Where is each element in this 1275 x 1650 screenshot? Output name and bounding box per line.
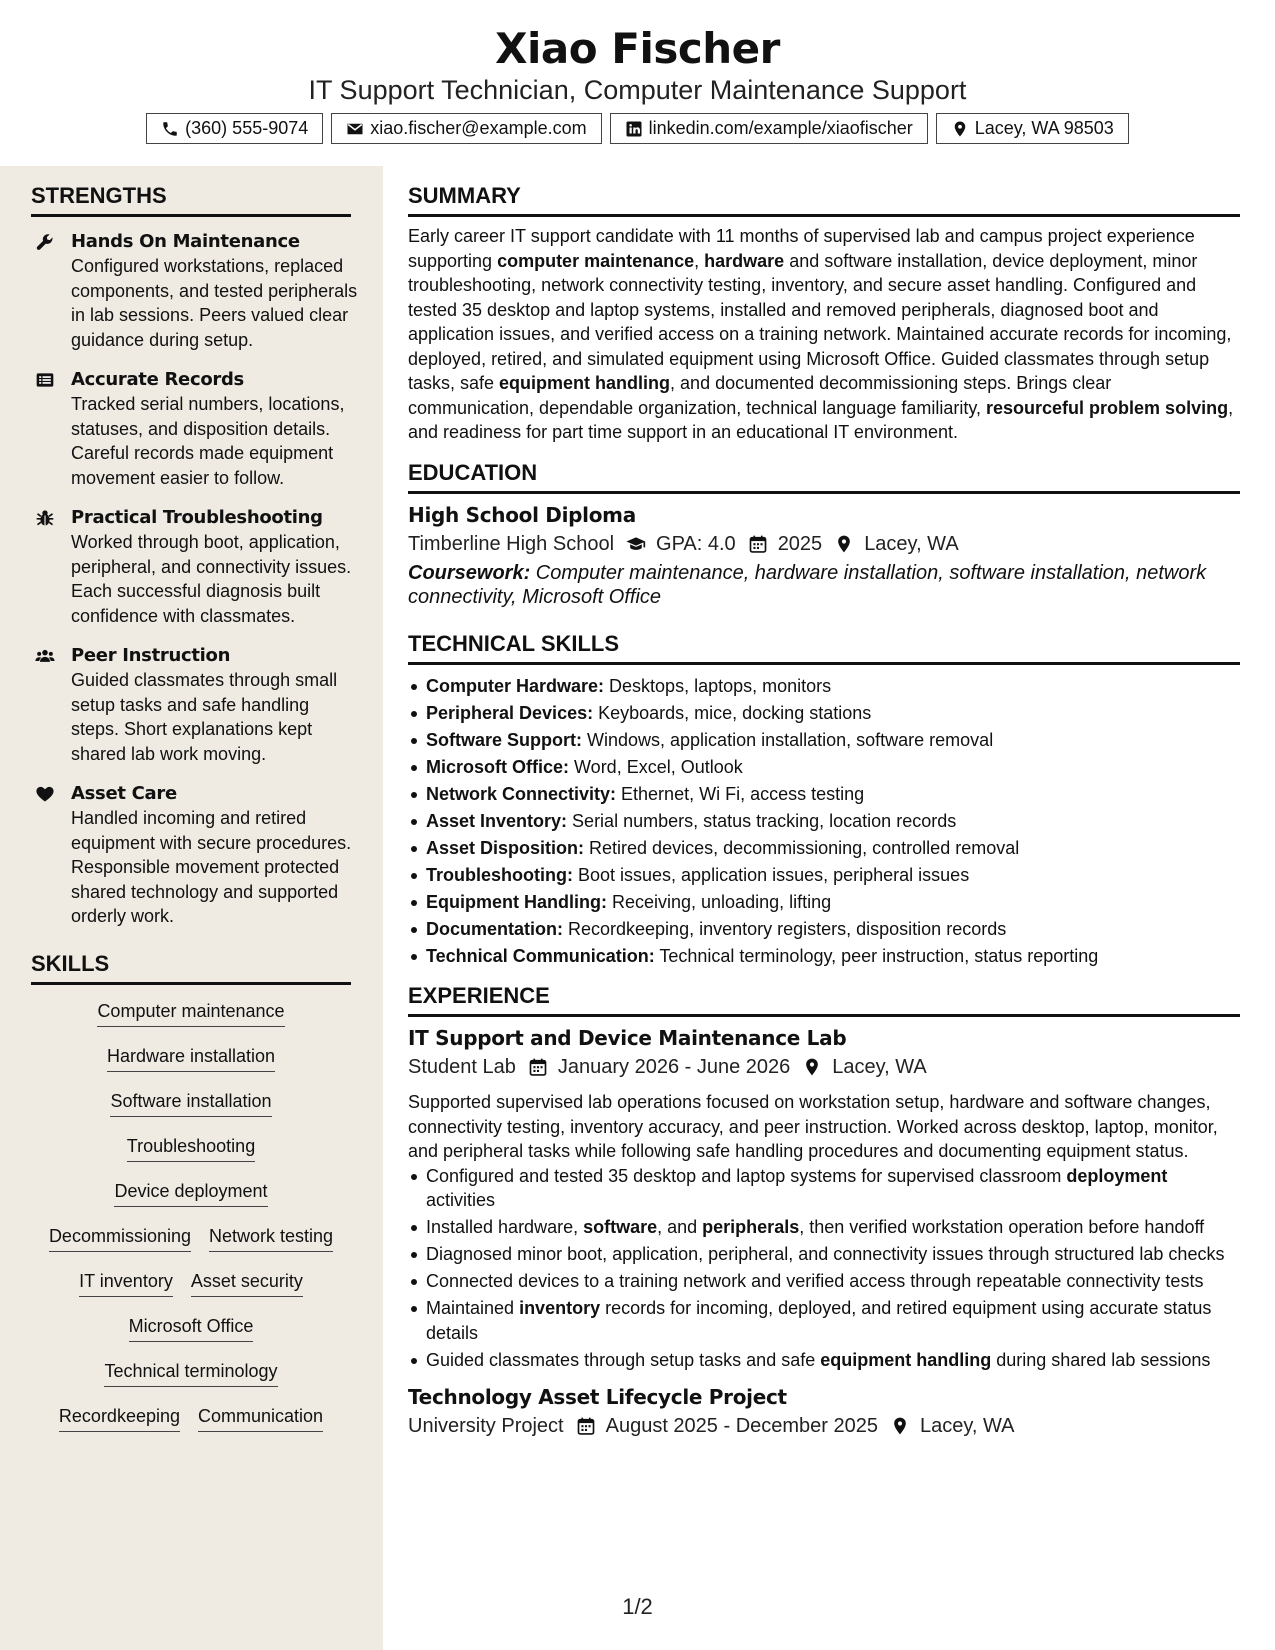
graduation-year: 2025 <box>777 532 823 555</box>
skill-label: Software Support: <box>426 729 582 750</box>
skill-tag: Computer maintenance <box>97 999 284 1027</box>
skill-tag: Recordkeeping <box>59 1404 180 1432</box>
skill-value: Receiving, unloading, lifting <box>606 891 832 912</box>
skill-label: Asset Disposition: <box>426 837 585 858</box>
list-item <box>408 755 1240 780</box>
text-run: activities <box>426 1190 496 1210</box>
job-org: Student Lab <box>408 1056 516 1078</box>
skill-row <box>31 1134 351 1179</box>
text-run: records for incoming, deployed, and retired equipment using accurate status details <box>426 1298 1212 1343</box>
bold-text: equipment handling <box>820 1349 992 1370</box>
envelope-icon <box>346 120 364 138</box>
strength-title: Asset Care <box>71 783 177 804</box>
skill-row <box>31 1404 351 1449</box>
job-location: Lacey, WA <box>832 1056 927 1078</box>
linkedin-icon <box>625 120 643 138</box>
strengths-title: STRENGTHS <box>31 182 351 217</box>
bold-text: inventory <box>519 1298 601 1318</box>
strength-item <box>31 229 361 352</box>
calendar-icon <box>576 1416 596 1436</box>
list-item <box>408 944 1240 969</box>
contact-linkedin-text: linkedin.com/example/xiaofischer <box>648 118 913 138</box>
skills-list <box>31 999 351 1449</box>
skill-value: Desktops, laptops, monitors <box>604 675 832 696</box>
map-pin-icon <box>890 1416 910 1436</box>
strength-title: Accurate Records <box>71 369 244 390</box>
skill-row <box>31 999 351 1044</box>
heart-icon <box>35 784 55 804</box>
job-dates: August 2025 - December 2025 <box>605 1415 879 1437</box>
strength-item <box>31 781 361 929</box>
map-pin-icon <box>834 534 854 554</box>
bug-icon <box>35 508 55 528</box>
skill-row <box>31 1179 351 1224</box>
skill-tag: Asset security <box>191 1269 303 1297</box>
list-item <box>408 1296 1240 1345</box>
list-item <box>408 674 1240 699</box>
page-number: 1/2 <box>622 1594 653 1619</box>
strength-title: Hands On Maintenance <box>71 231 300 252</box>
text-run: Diagnosed minor boot, application, peripheral, and connectivity issues through structured lab checks <box>426 1244 1225 1264</box>
skill-tag: IT inventory <box>79 1269 173 1297</box>
list-item <box>408 1242 1240 1267</box>
list-item <box>408 782 1240 807</box>
skill-label: Troubleshooting: <box>426 864 573 885</box>
coursework-text: Computer maintenance, hardware installation, software installation, network connectivity, Microsoft Office <box>408 561 1207 608</box>
list-item <box>408 836 1240 861</box>
bold-text: deployment <box>1066 1165 1168 1186</box>
summary-title: SUMMARY <box>408 182 1240 217</box>
list-item <box>408 890 1240 915</box>
skill-label: Documentation: <box>426 918 563 939</box>
skill-value: Serial numbers, status tracking, location records <box>567 810 957 831</box>
strength-desc: Configured workstations, replaced components, and tested peripherals in lab sessions. Peers valued clear guidance during setup. <box>71 256 358 350</box>
skill-row <box>31 1044 351 1089</box>
strength-item <box>31 643 361 766</box>
bold-text: hardware <box>704 250 785 271</box>
text-run: Maintained <box>426 1298 520 1318</box>
text-run: , <box>694 250 705 271</box>
coursework <box>408 561 1240 610</box>
strength-item <box>31 367 361 490</box>
skill-value: Recordkeeping, inventory registers, disposition records <box>563 918 1007 939</box>
map-pin-icon <box>802 1057 822 1077</box>
candidate-role: IT Support Technician, Computer Maintenance Support <box>308 75 967 105</box>
list-item <box>408 728 1240 753</box>
contact-location <box>936 113 1129 144</box>
degree-title: High School Diploma <box>408 502 636 527</box>
skill-label: Computer Hardware: <box>426 675 605 696</box>
skill-tag: Decommissioning <box>49 1224 191 1252</box>
text-run: , and <box>657 1217 703 1237</box>
skill-row <box>31 1314 351 1359</box>
text-run: , then verified workstation operation before handoff <box>799 1217 1205 1237</box>
strength-desc: Handled incoming and retired equipment with secure procedures. Responsible movement protected shared technology and supported orderly work. <box>71 808 352 926</box>
text-run: and software installation, device deployment, minor troubleshooting, network connectivity testing, inventory, and secure asset handling. Configured and tested 35 desktop and laptop systems, installed and removed peripherals, diagnosed boot and application issues, and verified access on a training network. Maintained accurate records for incoming, deployed, retired, and simulated equipment using Microsoft Office. Guided classmates through setup tasks, safe <box>408 250 1232 393</box>
skill-value: Word, Excel, Outlook <box>569 756 743 777</box>
contact-email[interactable] <box>331 113 601 144</box>
skill-tag: Troubleshooting <box>127 1134 255 1162</box>
job-dates: January 2026 - June 2026 <box>557 1056 791 1078</box>
skill-tag: Software installation <box>110 1089 271 1117</box>
education-meta <box>408 529 1240 559</box>
text-run: Guided classmates through setup tasks and safe <box>426 1349 821 1370</box>
sidebar <box>0 166 383 1650</box>
resume-header <box>0 0 1275 166</box>
skill-tag: Communication <box>198 1404 323 1432</box>
skill-value: Windows, application installation, software removal <box>582 729 994 750</box>
phone-icon <box>161 120 179 138</box>
job-org: University Project <box>408 1415 564 1437</box>
job-bullets <box>408 1164 1240 1373</box>
skill-tag: Device deployment <box>114 1179 267 1207</box>
skill-label: Technical Communication: <box>426 945 655 966</box>
text-run: Installed hardware, <box>426 1217 584 1237</box>
list-icon <box>35 370 55 390</box>
list-item <box>408 1269 1240 1294</box>
strength-item <box>31 505 361 628</box>
skill-row <box>31 1224 351 1269</box>
map-pin-icon <box>951 120 969 138</box>
job-location: Lacey, WA <box>920 1415 1015 1437</box>
skill-label: Peripheral Devices: <box>426 702 594 723</box>
skill-tag: Hardware installation <box>107 1044 275 1072</box>
list-item <box>408 701 1240 726</box>
text-run: during shared lab sessions <box>991 1349 1211 1370</box>
skills-title: SKILLS <box>31 950 351 985</box>
skill-row <box>31 1089 351 1134</box>
education-title: EDUCATION <box>408 459 1240 494</box>
list-item <box>408 1348 1240 1373</box>
school-name: Timberline High School <box>408 532 615 555</box>
strength-desc: Tracked serial numbers, locations, statuses, and disposition details. Careful records made equipment movement easier to follow. <box>71 394 345 488</box>
list-item <box>408 917 1240 942</box>
skill-value: Keyboards, mice, docking stations <box>593 702 872 723</box>
skill-label: Network Connectivity: <box>426 783 617 804</box>
skill-value: Retired devices, decommissioning, controlled removal <box>584 837 1020 858</box>
skill-row <box>31 1359 351 1404</box>
calendar-icon <box>748 534 768 554</box>
strength-desc: Worked through boot, application, peripheral, and connectivity issues. Each successful diagnosis built confidence with classmates. <box>71 532 352 626</box>
job-title: IT Support and Device Maintenance Lab <box>408 1026 847 1050</box>
strength-title: Peer Instruction <box>71 645 231 666</box>
list-item <box>408 809 1240 834</box>
list-item <box>408 1164 1240 1213</box>
skill-tag: Network testing <box>209 1224 333 1252</box>
bold-text: computer maintenance <box>497 250 695 271</box>
bold-text: software <box>583 1217 658 1237</box>
skill-value: Technical terminology, peer instruction, status reporting <box>654 945 1099 966</box>
calendar-icon <box>528 1057 548 1077</box>
job-meta <box>408 1052 1240 1082</box>
job-title: Technology Asset Lifecycle Project <box>408 1385 787 1409</box>
bold-text: equipment handling <box>499 373 671 393</box>
technical-skills-list <box>408 674 1240 969</box>
strength-desc: Guided classmates through small setup tasks and safe handling steps. Short explanations kept shared lab work moving. <box>71 670 338 764</box>
contact-bar <box>0 113 1275 144</box>
summary-text <box>408 224 1240 445</box>
school-location: Lacey, WA <box>864 532 959 555</box>
gpa: GPA: 4.0 <box>656 532 736 555</box>
skill-label: Equipment Handling: <box>426 891 607 912</box>
text-run: Configured and tested 35 desktop and laptop systems for supervised classroom <box>426 1165 1067 1186</box>
list-item <box>408 863 1240 888</box>
contact-location-text: Lacey, WA 98503 <box>974 118 1114 138</box>
contact-phone[interactable] <box>146 113 323 144</box>
candidate-name: Xiao Fischer <box>495 24 780 73</box>
text-run: , and documented decommissioning steps. Brings clear communication, dependable organization, technical language familiarity, <box>408 373 1112 418</box>
skill-label: Microsoft Office: <box>426 756 570 777</box>
contact-email-text: xiao.fischer@example.com <box>370 118 587 138</box>
skill-value: Ethernet, Wi Fi, access testing <box>616 783 865 804</box>
strength-title: Practical Troubleshooting <box>71 507 323 528</box>
text-run: Connected devices to a training network and verified access through repeatable connectivity tests <box>426 1271 1204 1291</box>
contact-linkedin[interactable] <box>610 113 928 144</box>
text-run: , and readiness for part time support in an educational IT environment. <box>408 397 1234 442</box>
technical-skills-title: TECHNICAL SKILLS <box>408 630 1240 665</box>
coursework-label: Coursework: <box>408 561 531 584</box>
wrench-icon <box>35 232 55 252</box>
bold-text: resourceful problem solving <box>986 397 1229 418</box>
main-content <box>408 166 1240 1441</box>
job-description: Supported supervised lab operations focused on workstation setup, hardware and software changes, connectivity testing, inventory accuracy, and peer instruction. Worked across desktop, laptop, monitor, and peripheral tasks while following safe handling procedures and documenting equipment status. <box>408 1092 1218 1161</box>
users-icon <box>35 646 55 666</box>
skill-row <box>31 1269 351 1314</box>
graduation-cap-icon <box>626 534 646 554</box>
skill-value: Boot issues, application issues, peripheral issues <box>572 864 970 885</box>
job-meta <box>408 1411 1240 1441</box>
skill-tag: Technical terminology <box>104 1359 277 1387</box>
skill-tag: Microsoft Office <box>129 1314 254 1342</box>
contact-phone-text: (360) 555-9074 <box>185 118 309 138</box>
experience-title: EXPERIENCE <box>408 982 1240 1017</box>
text-run: Early career IT support candidate with 11 months of supervised lab and campus project experience supporting <box>408 226 1195 271</box>
list-item <box>408 1215 1240 1240</box>
skill-label: Asset Inventory: <box>426 810 568 831</box>
bold-text: peripherals <box>702 1217 800 1237</box>
